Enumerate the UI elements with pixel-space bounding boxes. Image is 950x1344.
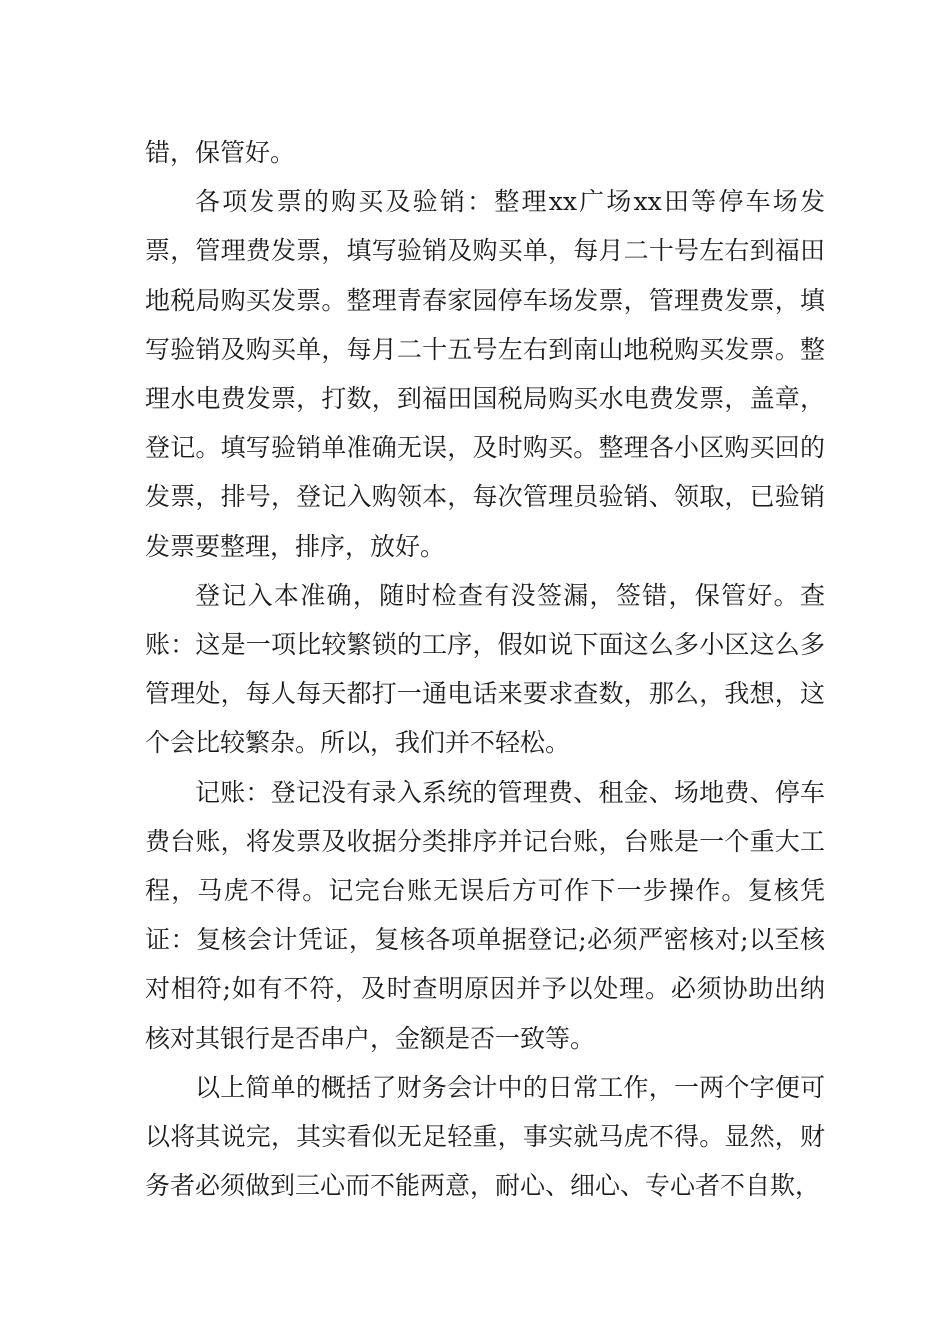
document-body — [145, 128, 825, 1210]
paragraph-continuation: 错，保管好。 — [145, 138, 296, 167]
paragraph-invoice-purchase: 各项发票的购买及验销：整理xx广场xx田等停车场发票，管理费发票，填写验销及购买单，每月二十号左右到福田地税局购买发票。整理青春家园停车场发票，管理费发票，填写验销及购买单，每月二十五号左右到南山地税购买发票。整理水电费发票，打数，到福田国税局购买水电费发票，盖章，登记。填写验销单准确无误，及时购买。整理各小区购买回的发票，排号，登记入购领本，每次管理员验销、领取，已验销发票要整理，排序，放好。 — [145, 187, 825, 561]
paragraph-bookkeeping: 记账：登记没有录入系统的管理费、租金、场地费、停车费台账，将发票及收据分类排序并记台账，台账是一个重大工程，马虎不得。记完台账无误后方可作下一步操作。复核凭证：复核会计凭证，复核各项单据登记;必须严密核对;以至核对相符;如有不符，及时查明原因并予以处理。必须协助出纳核对其银行是否串户，金额是否一致等。 — [145, 777, 825, 1053]
paragraph-registration-audit: 登记入本准确，随时检查有没签漏，签错，保管好。查账：这是一项比较繁锁的工序，假如说下面这么多小区这么多管理处，每人每天都打一通电话来要求查数，那么，我想，这个会比较繁杂。所以，我们并不轻松。 — [145, 580, 825, 758]
paragraph-summary: 以上简单的概括了财务会计中的日常工作，一两个字便可以将其说完，其实看似无足轻重，事实就马虎不得。显然，财务者必须做到三心而不能两意，耐心、细心、专心者不自欺， — [145, 1072, 825, 1201]
